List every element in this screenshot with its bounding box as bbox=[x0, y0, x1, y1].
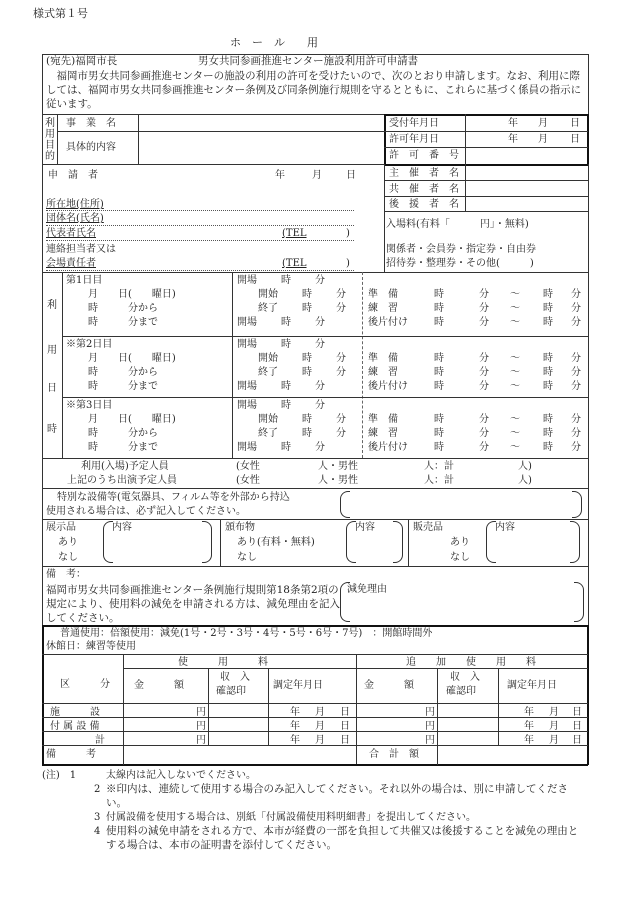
note-2-number: 2 bbox=[94, 784, 101, 795]
exhibit-title: 展示品 bbox=[46, 522, 76, 533]
content-label: 具体的内容 bbox=[66, 142, 116, 153]
rep-line[interactable] bbox=[46, 240, 354, 241]
fee-row-2-y2: 年 bbox=[524, 721, 534, 732]
day-3-rehearsal-range-1: 分 bbox=[479, 428, 489, 439]
fee-row-3-m2: 月 bbox=[549, 735, 559, 746]
representative-label: 代表者氏名 bbox=[46, 228, 96, 239]
day-3-open2-minute: 分 bbox=[315, 442, 325, 453]
holiday-line: 休館日：練習等使用 bbox=[46, 641, 136, 652]
sales-title: 販売品 bbox=[413, 522, 443, 533]
day-3-prep-range-4: 分 bbox=[571, 414, 581, 425]
day-1-open-hour: 時 bbox=[281, 275, 291, 286]
fee-row-1-label: 施 設 bbox=[50, 707, 100, 718]
note-3-text: 付属設備を使用する場合は、別紙「付属設備使用料明細書」を提出してください。 bbox=[106, 812, 476, 823]
day-2-from: 時 分から bbox=[88, 367, 158, 378]
distribution-content-label: 内容 bbox=[355, 522, 375, 533]
day-3-prep-range-3: 時 bbox=[543, 414, 553, 425]
fee-row-2-y1: 年 bbox=[290, 721, 300, 732]
day-1-from: 時 分から bbox=[88, 303, 158, 314]
note-4-text: 使用料の減免申請をされる方で、本市が経費の一部を負担して共催又は後援することを減免の理由とする場合は、本市の証明書を添付してください。 bbox=[106, 825, 579, 851]
tel-2: (TEL bbox=[282, 258, 307, 269]
day-2-to: 時 分まで bbox=[88, 381, 158, 392]
day-1-cleanup-label: 後片付け bbox=[368, 317, 408, 328]
grand-total-label: 合 計 額 bbox=[369, 749, 419, 760]
day-3-prep-range-0: 時 bbox=[434, 414, 444, 425]
fee-row-3-d2: 日 bbox=[572, 735, 582, 746]
day-2-open-label: 開場 bbox=[237, 339, 257, 350]
remarks-text: 福岡市男女共同参画推進センター条例施行規則第18条第2項の規定により、使用料の減免を申請される方は、減免理由を記入してください。 bbox=[46, 584, 340, 624]
purpose-side-1: 利 bbox=[45, 118, 55, 129]
adjust-date-header-1: 調定年月日 bbox=[273, 680, 323, 691]
stamp-header-1b: 確認印 bbox=[216, 686, 246, 697]
supporter-label: 後 援 者 名 bbox=[389, 199, 459, 210]
day-2-cleanup-range-3: 時 bbox=[543, 381, 553, 392]
adjust-date-header-2: 調定年月日 bbox=[507, 680, 557, 691]
received-date-label: 受付年月日 bbox=[389, 118, 439, 129]
day-3-from: 時 分から bbox=[88, 428, 158, 439]
day-1-label: 第1日目 bbox=[66, 275, 103, 286]
host-label: 主 催 者 名 bbox=[389, 168, 459, 179]
fee-row-1-d2: 日 bbox=[572, 707, 582, 718]
fee-row-1-d1: 日 bbox=[340, 707, 350, 718]
applicant-label: 申 請 者 bbox=[48, 170, 98, 181]
day-2-open2-label: 開場 bbox=[237, 381, 257, 392]
day-3-open2-hour: 時 bbox=[281, 442, 291, 453]
day-2-cleanup-range-4: 分 bbox=[571, 381, 581, 392]
close-1: 人) bbox=[518, 461, 532, 472]
tickets-line-2: 招待券・整理券・その他( ) bbox=[386, 258, 534, 269]
day-2-label: ※第2日目 bbox=[66, 339, 113, 350]
day-3-date: 月 日( 曜日) bbox=[88, 414, 176, 425]
day-3-cleanup-range-1: 分 bbox=[479, 442, 489, 453]
day-1-end-label: 終了 bbox=[258, 303, 278, 314]
day-1-to: 時 分まで bbox=[88, 317, 158, 328]
day-3-cleanup-range-2: 〜 bbox=[510, 442, 520, 453]
day-2-end-hour: 時 bbox=[302, 367, 312, 378]
org-line[interactable] bbox=[46, 225, 354, 226]
day-1-cleanup-range-3: 時 bbox=[543, 317, 553, 328]
purpose-side-3: 目 bbox=[45, 140, 55, 151]
day-1-open-label: 開場 bbox=[237, 275, 257, 286]
permit-number-label: 許 可 番 号 bbox=[389, 150, 459, 161]
note-3-number: 3 bbox=[94, 812, 101, 823]
day-2-start-minute: 分 bbox=[336, 353, 346, 364]
day-2-rehearsal-range-4: 分 bbox=[571, 367, 581, 378]
amount-header-2: 金 額 bbox=[364, 680, 414, 691]
day-1-open2-minute: 分 bbox=[315, 317, 325, 328]
fee-row-3-yen-1: 円 bbox=[196, 735, 206, 746]
fee-row-1-yen-1: 円 bbox=[196, 707, 206, 718]
day-2-cleanup-label: 後片付け bbox=[368, 381, 408, 392]
days-side-2: 用 bbox=[47, 345, 57, 356]
day-3-open-hour: 時 bbox=[281, 400, 291, 411]
day-3-cleanup-range-0: 時 bbox=[434, 442, 444, 453]
total-1: 人：計 bbox=[424, 461, 454, 472]
day-3-rehearsal-range-0: 時 bbox=[434, 428, 444, 439]
distribution-yes[interactable]: あり(有料・無料) bbox=[237, 537, 315, 548]
day-1-cleanup-range-0: 時 bbox=[434, 317, 444, 328]
fee-row-3-d1: 日 bbox=[340, 735, 350, 746]
contact-label-1: 連絡担当者又は bbox=[46, 244, 116, 255]
day-3-rehearsal-range-3: 時 bbox=[543, 428, 553, 439]
fee-row-2-d2: 日 bbox=[572, 721, 582, 732]
stamp-header-2b: 確認印 bbox=[446, 686, 476, 697]
equipment-label-2: 使用される場合は、必ず記入してください。 bbox=[46, 506, 246, 517]
day-1-cleanup-range-4: 分 bbox=[571, 317, 581, 328]
day-1-prep-range-0: 時 bbox=[434, 289, 444, 300]
tickets-line-1: 関係者・会員券・指定券・自由券 bbox=[386, 244, 536, 255]
day-2-prep-range-2: 〜 bbox=[510, 353, 520, 364]
exhibit-no[interactable]: なし bbox=[58, 552, 78, 563]
female-1: (女性 bbox=[236, 461, 260, 472]
day-2-rehearsal-range-3: 時 bbox=[543, 367, 553, 378]
applicant-day: 日 bbox=[346, 170, 356, 181]
day-1-prep-label: 準 備 bbox=[368, 289, 398, 300]
day-3-to: 時 分まで bbox=[88, 442, 158, 453]
distribution-title: 頒布物 bbox=[225, 522, 255, 533]
fee-row-2-m1: 月 bbox=[315, 721, 325, 732]
amount-header-1: 金 額 bbox=[134, 680, 184, 691]
contact-line[interactable] bbox=[46, 270, 354, 271]
day-2-prep-label: 準 備 bbox=[368, 353, 398, 364]
day-1-start-minute: 分 bbox=[336, 289, 346, 300]
applicant-year: 年 bbox=[275, 170, 285, 181]
day-1-rehearsal-range-0: 時 bbox=[434, 303, 444, 314]
day-2-prep-range-0: 時 bbox=[434, 353, 444, 364]
exhibit-content-label: 内容 bbox=[112, 522, 132, 533]
day-1-start-label: 開始 bbox=[258, 289, 278, 300]
day-1-end-hour: 時 bbox=[302, 303, 312, 314]
note-1-number: (注) 1 bbox=[42, 770, 77, 781]
fee-type-line: 普通使用：倍額使用：減免(1号・2号・3号・4号・5号・6号・7号) ：開館時間外 bbox=[60, 628, 433, 639]
day-3-prep-range-2: 〜 bbox=[510, 414, 520, 425]
address-line[interactable] bbox=[46, 210, 354, 211]
male-1: 人・男性 bbox=[318, 461, 358, 472]
days-side-1: 利 bbox=[47, 300, 57, 311]
day-3-label: ※第3日目 bbox=[66, 400, 113, 411]
purpose-side-2: 用 bbox=[45, 129, 55, 140]
fee-row-3-y2: 年 bbox=[524, 735, 534, 746]
sales-no[interactable]: なし bbox=[450, 552, 470, 563]
fee-row-2-yen-2: 円 bbox=[425, 721, 435, 732]
address-label: 所在地(住所) bbox=[46, 199, 104, 210]
day-3-cleanup-range-4: 分 bbox=[571, 442, 581, 453]
fee-row-1-m2: 月 bbox=[549, 707, 559, 718]
days-side-4: 時 bbox=[47, 424, 57, 435]
sales-content-label: 内容 bbox=[495, 522, 515, 533]
tel-1: (TEL bbox=[282, 228, 307, 239]
fee-row-2-yen-1: 円 bbox=[196, 721, 206, 732]
contact-label-2: 会場責任者 bbox=[46, 258, 96, 269]
ymd-m: 月 bbox=[538, 134, 548, 145]
exhibit-yes[interactable]: あり bbox=[58, 537, 78, 548]
day-3-start-label: 開始 bbox=[258, 414, 278, 425]
application-title: 男女共同参画推進センター施設利用許可申請書 bbox=[198, 55, 419, 67]
applicant-month: 月 bbox=[312, 170, 322, 181]
attendance-label: 利用(入場)予定人員 bbox=[81, 461, 169, 472]
note-2-text: ※印内は、連続して使用する場合のみ記入してください。それ以外の場合は、別に申請してください。 bbox=[106, 783, 568, 809]
fee-row-3-y1: 年 bbox=[290, 735, 300, 746]
fee-row-1-yen-2: 円 bbox=[425, 707, 435, 718]
cohost-label: 共 催 者 名 bbox=[389, 184, 459, 195]
day-3-end-label: 終了 bbox=[258, 428, 278, 439]
fee-row-2-d1: 日 bbox=[340, 721, 350, 732]
day-1-rehearsal-range-2: 〜 bbox=[510, 303, 520, 314]
day-2-date: 月 日( 曜日) bbox=[88, 353, 176, 364]
permit-date-label: 許可年月日 bbox=[389, 134, 439, 145]
tel-close-1: ) bbox=[346, 228, 350, 239]
ymd-y: 年 bbox=[508, 134, 518, 145]
day-1-cleanup-range-1: 分 bbox=[479, 317, 489, 328]
day-1-rehearsal-label: 練 習 bbox=[368, 303, 398, 314]
tel-close-2: ) bbox=[346, 258, 350, 269]
fee-row-3-label: 計 bbox=[95, 735, 105, 746]
days-side-3: 日 bbox=[47, 383, 57, 394]
day-3-open-label: 開場 bbox=[237, 400, 257, 411]
day-2-cleanup-range-0: 時 bbox=[434, 381, 444, 392]
fee-remarks-label: 備 考 bbox=[46, 749, 96, 760]
day-2-open-hour: 時 bbox=[281, 339, 291, 350]
day-1-prep-range-3: 時 bbox=[543, 289, 553, 300]
day-3-rehearsal-label: 練 習 bbox=[368, 428, 398, 439]
day-2-rehearsal-range-0: 時 bbox=[434, 367, 444, 378]
day-1-open2-label: 開場 bbox=[237, 317, 257, 328]
day-2-cleanup-range-2: 〜 bbox=[510, 381, 520, 392]
day-3-cleanup-range-3: 時 bbox=[543, 442, 553, 453]
day-1-rehearsal-range-1: 分 bbox=[479, 303, 489, 314]
fee-row-2-m2: 月 bbox=[549, 721, 559, 732]
ymd-m: 月 bbox=[538, 118, 548, 129]
day-1-start-hour: 時 bbox=[302, 289, 312, 300]
day-3-end-minute: 分 bbox=[336, 428, 346, 439]
note-4-number: 4 bbox=[94, 826, 101, 837]
fee-row-1-y2: 年 bbox=[524, 707, 534, 718]
day-3-prep-range-1: 分 bbox=[479, 414, 489, 425]
remarks-label: 備 考： bbox=[46, 569, 86, 580]
close-2: 人) bbox=[518, 475, 532, 486]
day-3-prep-label: 準 備 bbox=[368, 414, 398, 425]
fee-row-2-label: 付 属 設 備 bbox=[50, 721, 100, 732]
day-3-end-hour: 時 bbox=[302, 428, 312, 439]
day-1-prep-range-4: 分 bbox=[571, 289, 581, 300]
day-3-start-hour: 時 bbox=[302, 414, 312, 425]
equipment-label-1: 特別な設備等(電気器具、フィルム等を外部から持込 bbox=[57, 492, 290, 503]
day-3-rehearsal-range-4: 分 bbox=[571, 428, 581, 439]
day-1-end-minute: 分 bbox=[336, 303, 346, 314]
fee-row-3-yen-2: 円 bbox=[425, 735, 435, 746]
day-2-rehearsal-range-2: 〜 bbox=[510, 367, 520, 378]
day-2-open2-hour: 時 bbox=[281, 381, 291, 392]
ymd-d: 日 bbox=[570, 118, 580, 129]
day-2-start-label: 開始 bbox=[258, 353, 278, 364]
day-2-cleanup-range-1: 分 bbox=[479, 381, 489, 392]
day-2-rehearsal-label: 練 習 bbox=[368, 367, 398, 378]
usage-fee-header: 使 用 料 bbox=[178, 657, 268, 668]
male-2: 人・男性 bbox=[318, 475, 358, 486]
day-3-rehearsal-range-2: 〜 bbox=[510, 428, 520, 439]
day-3-open2-label: 開場 bbox=[237, 442, 257, 453]
day-1-open2-hour: 時 bbox=[281, 317, 291, 328]
sales-yes[interactable]: あり bbox=[450, 537, 470, 548]
day-1-prep-range-1: 分 bbox=[479, 289, 489, 300]
purpose-side-4: 的 bbox=[45, 151, 55, 162]
day-2-end-label: 終了 bbox=[258, 367, 278, 378]
day-3-start-minute: 分 bbox=[336, 414, 346, 425]
female-2: (女性 bbox=[236, 475, 260, 486]
day-2-open2-minute: 分 bbox=[315, 381, 325, 392]
stamp-header-2a: 収 入 bbox=[450, 672, 480, 683]
day-1-rehearsal-range-4: 分 bbox=[571, 303, 581, 314]
stamp-header-1a: 収 入 bbox=[220, 672, 250, 683]
performers-label: 上記のうち出演予定人員 bbox=[67, 475, 177, 486]
day-1-date: 月 日( 曜日) bbox=[88, 289, 176, 300]
reduction-reason-label: 減免理由 bbox=[347, 584, 387, 595]
additional-fee-header: 追 加 使 用 料 bbox=[406, 657, 536, 668]
day-3-cleanup-label: 後片付け bbox=[368, 442, 408, 453]
day-2-rehearsal-range-1: 分 bbox=[479, 367, 489, 378]
day-3-open-minute: 分 bbox=[315, 400, 325, 411]
fee-row-3-m1: 月 bbox=[315, 735, 325, 746]
day-1-rehearsal-range-3: 時 bbox=[543, 303, 553, 314]
note-1-text: 太線内は記入しないでください。 bbox=[106, 770, 256, 781]
intro-text: 福岡市男女共同参画推進センターの施設の利用の許可を受けたいので、次のとおり申請します。なお、利用に際しては、福岡市男女共同参画推進センター条例及び同条例施行規則を守るとともに、これらに基づく係員の指示に従います。 bbox=[46, 70, 582, 110]
event-name-label: 事 業 名 bbox=[66, 118, 116, 129]
distribution-no[interactable]: なし bbox=[237, 552, 257, 563]
addressee: (宛先)福岡市長 bbox=[46, 55, 118, 67]
org-name-label: 団体名(氏名) bbox=[46, 213, 104, 224]
day-2-prep-range-3: 時 bbox=[543, 353, 553, 364]
fee-row-1-m1: 月 bbox=[315, 707, 325, 718]
ymd-y: 年 bbox=[508, 118, 518, 129]
fee-row-1-y1: 年 bbox=[290, 707, 300, 718]
total-2: 人：計 bbox=[424, 475, 454, 486]
form-number: 様式第１号 bbox=[33, 7, 88, 20]
entry-fee: 入場料(有料「 円」・無料) bbox=[386, 219, 529, 230]
day-1-cleanup-range-2: 〜 bbox=[510, 317, 520, 328]
ymd-d: 日 bbox=[570, 134, 580, 145]
day-1-prep-range-2: 〜 bbox=[510, 289, 520, 300]
day-2-prep-range-4: 分 bbox=[571, 353, 581, 364]
category-header: 区 分 bbox=[60, 679, 110, 690]
day-2-end-minute: 分 bbox=[336, 367, 346, 378]
day-1-open-minute: 分 bbox=[315, 275, 325, 286]
day-2-start-hour: 時 bbox=[302, 353, 312, 364]
form-title: ホ ー ル 用 bbox=[230, 36, 318, 49]
day-2-open-minute: 分 bbox=[315, 339, 325, 350]
day-2-prep-range-1: 分 bbox=[479, 353, 489, 364]
